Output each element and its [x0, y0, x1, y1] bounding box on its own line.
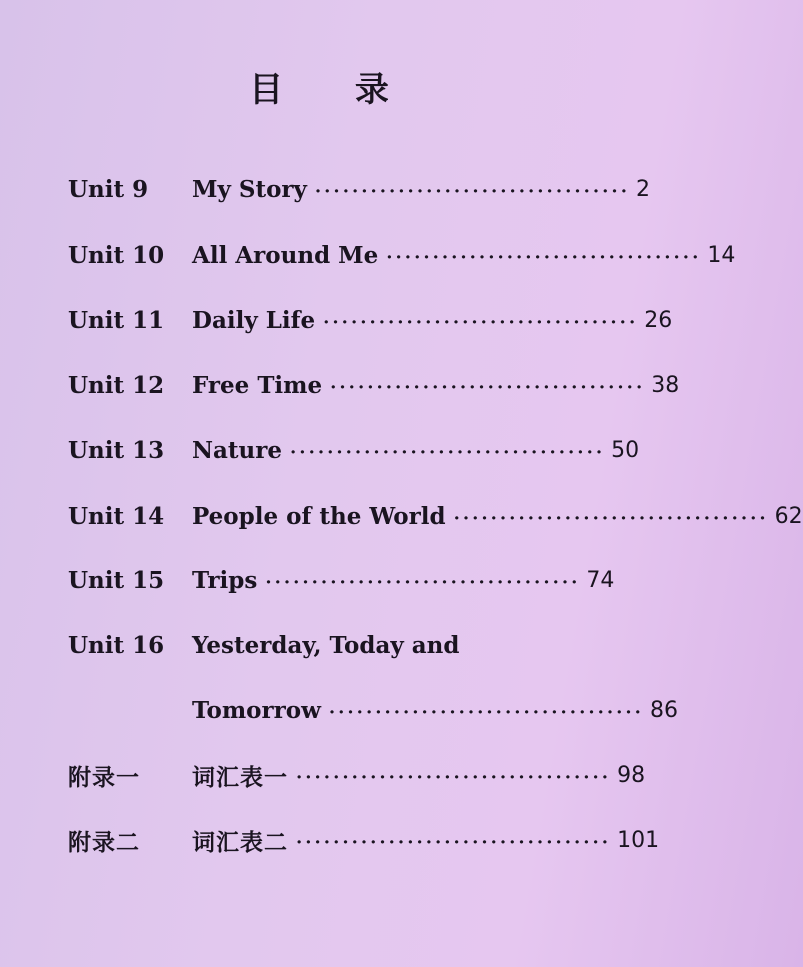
dot-leader: ·································· [330, 376, 646, 398]
unit-label: Unit 14 [68, 502, 165, 530]
dot-leader: ·································· [453, 507, 769, 529]
dot-leader: ·································· [296, 766, 612, 788]
page-title: 目 录 [249, 70, 419, 110]
page-number: 2 [635, 176, 650, 202]
toc-entry-unit-15[interactable] [68, 562, 615, 598]
unit-label: Unit 15 [68, 566, 165, 594]
toc-entry-appendix-1[interactable] [68, 757, 646, 793]
unit-topic: People of the World [192, 502, 446, 530]
unit-label: Unit 16 [68, 631, 165, 659]
dot-leader: ·································· [290, 441, 606, 463]
toc-entry-unit-14[interactable] [68, 498, 803, 534]
toc-entry-unit-9[interactable] [68, 171, 650, 207]
page-number: 98 [617, 762, 646, 788]
dot-leader: ·································· [296, 831, 612, 853]
unit-topic: Nature [192, 436, 283, 464]
unit-label: Unit 13 [68, 436, 165, 464]
toc-entry-appendix-2[interactable] [68, 822, 660, 858]
toc-entry-unit-13[interactable] [68, 432, 640, 468]
page-number: 62 [774, 503, 803, 529]
unit-topic: Daily Life [192, 306, 316, 334]
page-number: 38 [651, 372, 680, 398]
toc-entry-unit-10[interactable] [68, 237, 736, 273]
toc-entry-unit-16[interactable] [68, 627, 548, 663]
unit-label: Unit 10 [68, 241, 165, 269]
unit-topic: My Story [192, 175, 307, 203]
page-number: 74 [586, 567, 615, 593]
unit-topic: 词汇表二 [192, 828, 288, 856]
toc-entry-unit-16-continued[interactable] [68, 692, 678, 728]
unit-label: Unit 12 [68, 371, 165, 399]
dot-leader: ·································· [314, 180, 630, 202]
unit-label: 附录二 [68, 828, 140, 856]
unit-topic: Trips [192, 566, 258, 594]
unit-topic: 词汇表一 [192, 763, 288, 791]
dot-leader: ·································· [386, 246, 702, 268]
page-number: 86 [649, 697, 678, 723]
unit-topic: Free Time [192, 371, 323, 399]
unit-label: 附录一 [68, 763, 140, 791]
dot-leader: ·································· [323, 311, 639, 333]
toc-entry-unit-11[interactable] [68, 302, 673, 338]
unit-topic: Tomorrow [192, 696, 321, 724]
page-number: 101 [617, 827, 660, 853]
toc-entry-unit-12[interactable] [68, 367, 680, 403]
unit-label: Unit 9 [68, 175, 149, 203]
page-number: 50 [611, 437, 640, 463]
unit-label: Unit 11 [68, 306, 165, 334]
unit-topic: Yesterday, Today and [192, 631, 460, 659]
page-number: 26 [644, 307, 673, 333]
page-number: 14 [707, 242, 736, 268]
dot-leader: ·································· [265, 571, 581, 593]
dot-leader: ·································· [328, 701, 644, 723]
unit-topic: All Around Me [192, 241, 379, 269]
